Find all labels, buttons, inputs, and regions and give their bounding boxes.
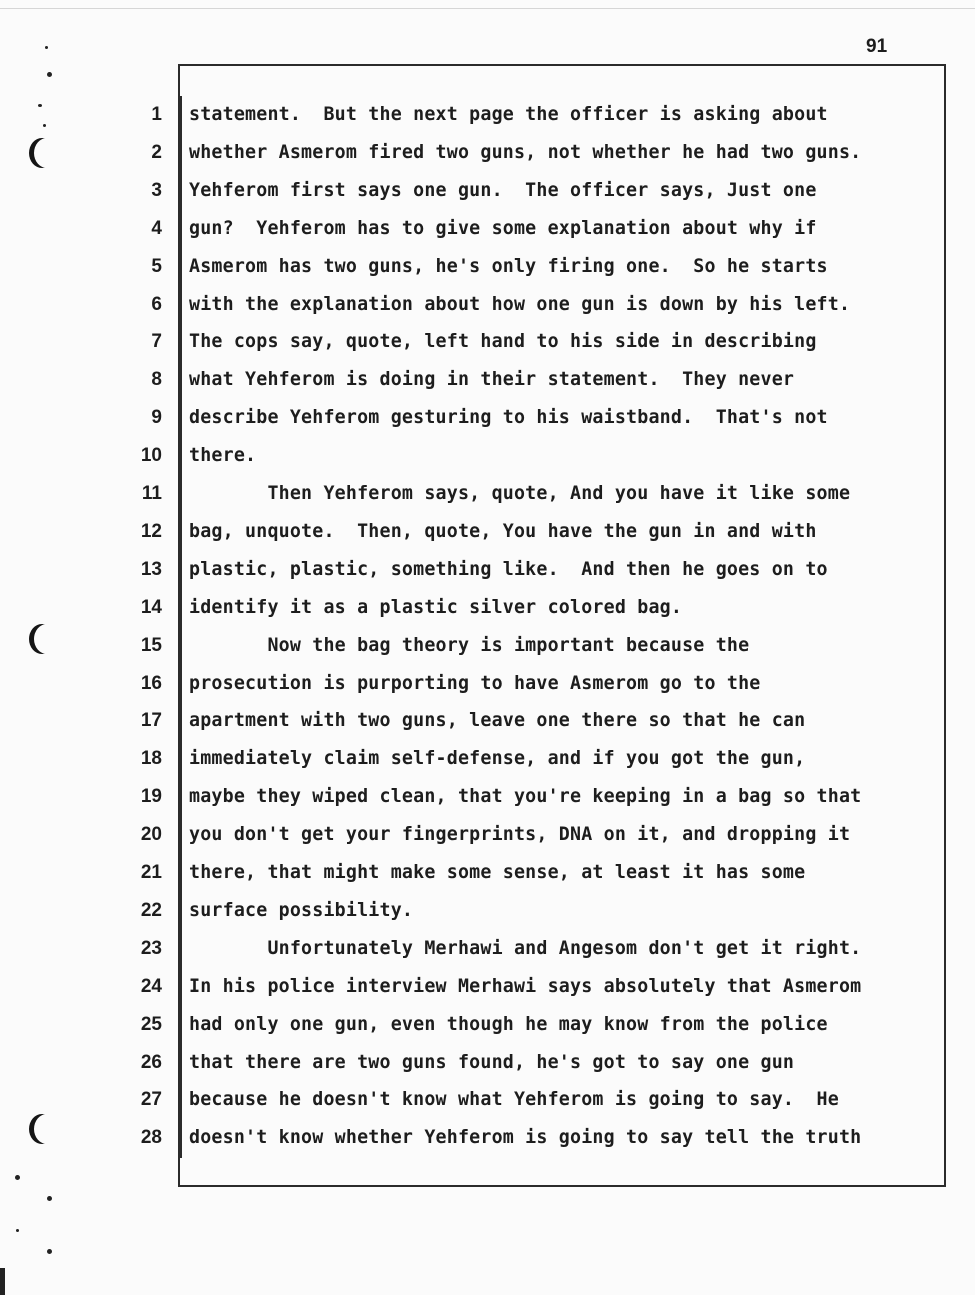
- transcript-line: plastic, plastic, something like. And then he goes on to: [189, 559, 828, 580]
- line-number: 7: [151, 331, 162, 352]
- line-number: 15: [140, 635, 162, 656]
- line-number: 5: [151, 256, 162, 277]
- transcript-line: bag, unquote. Then, quote, You have the gun in and with: [189, 521, 817, 542]
- line-number: 11: [141, 483, 162, 504]
- transcript-line: maybe they wiped clean, that you're keeping in a bag so that: [189, 786, 862, 807]
- transcript-line: because he doesn't know what Yehferom is going to say. He: [189, 1089, 839, 1110]
- transcript-line: with the explanation about how one gun is down by his left.: [189, 294, 851, 315]
- scan-edge-rule: [0, 8, 975, 9]
- transcript-line: identify it as a plastic silver colored bag.: [189, 597, 683, 618]
- scan-speck-icon: [45, 46, 48, 49]
- line-number-divider: [180, 96, 182, 1158]
- line-number: 22: [140, 900, 162, 921]
- scan-speck-icon: [47, 1196, 52, 1201]
- line-number: 23: [140, 938, 162, 959]
- line-number: 27: [140, 1089, 162, 1110]
- scan-edge-mark: [0, 1268, 5, 1295]
- transcript-line: there, that might make some sense, at least it has some: [189, 862, 806, 883]
- transcript-line: statement. But the next page the officer is asking about: [189, 104, 828, 125]
- page-number: 91: [866, 36, 888, 57]
- line-number: 17: [140, 710, 162, 731]
- transcript-line: doesn't know whether Yehferom is going to say tell the truth: [189, 1127, 862, 1148]
- transcript-line: Asmerom has two guns, he's only firing one. So he starts: [189, 256, 828, 277]
- line-number: 19: [140, 786, 162, 807]
- transcript-line: immediately claim self-defense, and if you got the gun,: [189, 748, 806, 769]
- line-number: 9: [151, 407, 162, 428]
- binder-hole-icon: [34, 1114, 60, 1144]
- transcript-line: describe Yehferom gesturing to his waistband. That's not: [189, 407, 828, 428]
- transcript-line: there.: [189, 445, 257, 466]
- line-number: 13: [140, 559, 162, 580]
- line-number: 28: [140, 1127, 162, 1148]
- line-number: 12: [140, 521, 162, 542]
- line-number: 4: [151, 218, 162, 239]
- transcript-line: had only one gun, even though he may know from the police: [189, 1014, 828, 1035]
- line-number: 16: [140, 673, 162, 694]
- line-number: 6: [151, 294, 162, 315]
- binder-hole-icon: [34, 624, 60, 654]
- scan-speck-icon: [38, 104, 42, 107]
- transcript-line: apartment with two guns, leave one there so that he can: [189, 710, 806, 731]
- line-number: 24: [140, 976, 162, 997]
- line-number: 14: [140, 597, 162, 618]
- transcript-line: you don't get your fingerprints, DNA on it, and dropping it: [189, 824, 851, 845]
- line-number: 20: [140, 824, 162, 845]
- transcript-line: surface possibility.: [189, 900, 414, 921]
- line-number: 18: [140, 748, 162, 769]
- transcript-line: The cops say, quote, left hand to his side in describing: [189, 331, 817, 352]
- scan-speck-icon: [47, 1249, 52, 1254]
- scan-speck-icon: [43, 124, 46, 127]
- transcript-line: whether Asmerom fired two guns, not whether he had two guns.: [189, 142, 862, 163]
- transcript-line: Then Yehferom says, quote, And you have it like some: [189, 483, 851, 504]
- line-number: 10: [140, 445, 162, 466]
- transcript-line: In his police interview Merhawi says absolutely that Asmerom: [189, 976, 862, 997]
- transcript-line: Unfortunately Merhawi and Angesom don't get it right.: [189, 938, 862, 959]
- scan-speck-icon: [15, 1175, 20, 1180]
- line-number: 3: [151, 180, 162, 201]
- line-number: 1: [151, 104, 162, 125]
- line-number: 25: [140, 1014, 162, 1035]
- line-number: 21: [140, 862, 162, 883]
- binder-hole-icon: [34, 138, 60, 168]
- transcript-line: that there are two guns found, he's got to say one gun: [189, 1052, 795, 1073]
- line-number: 26: [140, 1052, 162, 1073]
- scan-speck-icon: [47, 72, 52, 77]
- line-number: 2: [151, 142, 162, 163]
- transcript-line: what Yehferom is doing in their statement. They never: [189, 369, 795, 390]
- transcript-line: Yehferom first says one gun. The officer says, Just one: [189, 180, 817, 201]
- scan-speck-icon: [16, 1229, 19, 1232]
- line-number: 8: [151, 369, 162, 390]
- transcript-line: gun? Yehferom has to give some explanation about why if: [189, 218, 817, 239]
- transcript-line: Now the bag theory is important because the: [189, 635, 750, 656]
- transcript-line: prosecution is purporting to have Asmerom go to the: [189, 673, 761, 694]
